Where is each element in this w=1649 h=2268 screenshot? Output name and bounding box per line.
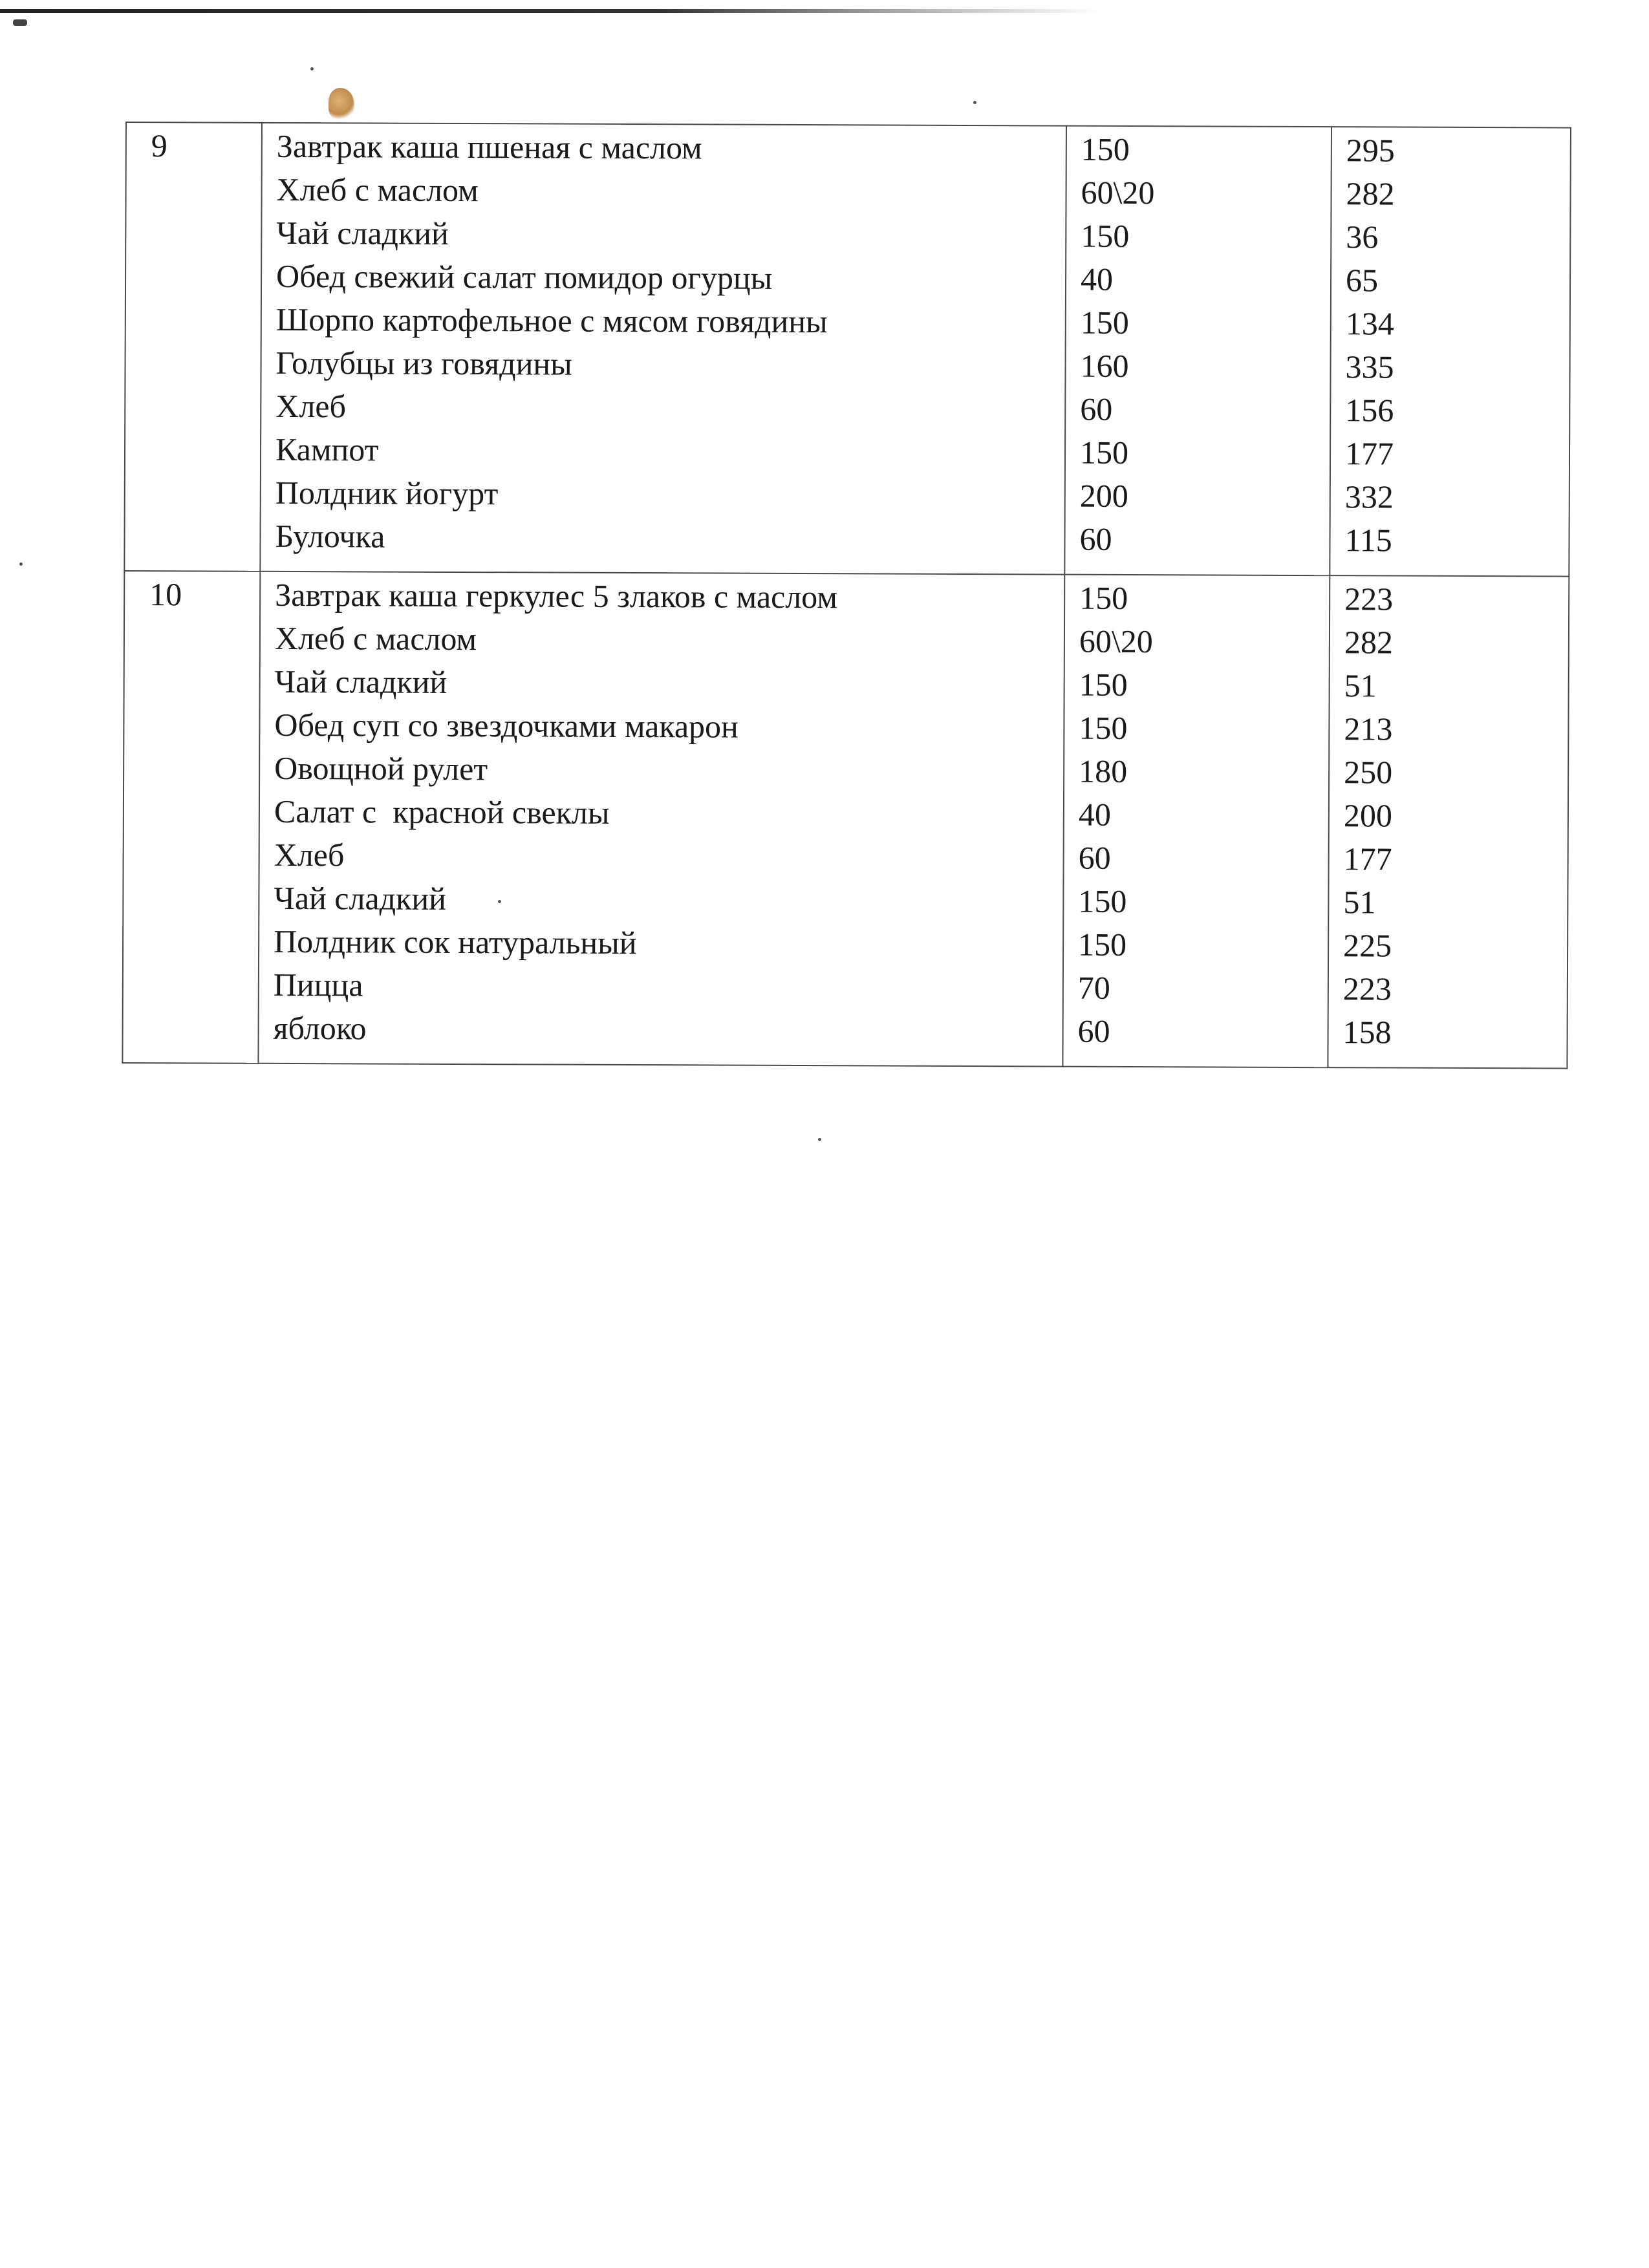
dish-name: Завтрак каша геркулес 5 злаков с маслом: [275, 576, 838, 615]
portion-weight: 150: [1078, 926, 1127, 963]
portion-weight: 60\20: [1081, 174, 1155, 211]
paper-speck: [973, 101, 976, 104]
portion-weight: 150: [1079, 666, 1128, 703]
energy-value: 332: [1344, 478, 1394, 515]
energy-value: 282: [1344, 624, 1394, 661]
portion-weight: 150: [1078, 883, 1127, 919]
portion-weight: 60: [1077, 1012, 1110, 1049]
portion-weight: 180: [1079, 753, 1128, 789]
energy-value: 65: [1345, 262, 1379, 299]
energy-value: 51: [1344, 667, 1377, 704]
portion-weight: 150: [1079, 709, 1128, 746]
dish-name: Овощной рулет: [274, 749, 488, 787]
dish-name: Чай сладкий: [276, 214, 449, 251]
dish-name: Шорпо картофельное с мясом говядины: [275, 301, 828, 340]
energy-value: 213: [1344, 711, 1393, 747]
portion-weight: 60: [1078, 839, 1111, 876]
day-number: 9: [151, 127, 167, 164]
energy-value: 250: [1344, 754, 1393, 791]
dish-name: Хлеб: [275, 387, 347, 425]
portion-weight: 70: [1077, 969, 1110, 1006]
scan-mark-artifact: [13, 19, 27, 26]
dish-name: Пицца: [273, 966, 363, 1003]
portion-weight: 150: [1079, 434, 1129, 471]
paper-speck: [818, 1138, 821, 1141]
paper-speck: [310, 67, 314, 70]
portion-weight: 160: [1080, 347, 1129, 384]
day-row-10: [122, 571, 1569, 1069]
portion-weight: 150: [1081, 217, 1130, 254]
portion-weight: 60\20: [1079, 623, 1153, 660]
menu-table: [122, 122, 1571, 1069]
portion-weight: 200: [1079, 477, 1128, 514]
dish-name: Чай сладкий: [274, 879, 447, 917]
portion-weight: 150: [1081, 131, 1130, 167]
dish-name: Полдник йогурт: [275, 474, 499, 512]
dish-name: Обед суп со звездочками макарон: [274, 706, 738, 745]
portion-weight: 60: [1080, 390, 1113, 427]
dish-name: Хлеб с маслом: [276, 171, 479, 209]
dish-name: Голубцы из говядины: [275, 344, 572, 382]
portion-weight: 40: [1078, 796, 1112, 833]
energy-value: 200: [1343, 797, 1392, 834]
dish-name: Чай сладкий: [274, 663, 447, 700]
scan-edge-artifact: [0, 9, 1099, 13]
energy-list-cell: [1328, 575, 1569, 1068]
energy-value: 158: [1342, 1014, 1392, 1051]
energy-value: 134: [1345, 305, 1394, 342]
energy-value: 51: [1343, 884, 1376, 921]
energy-value: 177: [1344, 435, 1394, 472]
paper-speck: [19, 562, 23, 566]
energy-value: 335: [1345, 348, 1394, 385]
day-number: 10: [149, 576, 182, 613]
dish-name: Салат с красной свеклы: [274, 793, 610, 831]
dish-name: Завтрак каша пшеная с маслом: [276, 127, 702, 166]
energy-list-cell: [1330, 127, 1571, 576]
energy-value: 223: [1344, 581, 1394, 617]
portion-weight: 150: [1079, 579, 1128, 616]
day-number-cell: [122, 571, 260, 1064]
dish-name: Кампот: [275, 431, 379, 468]
dish-name: Булочка: [275, 517, 385, 555]
energy-value: 156: [1345, 392, 1394, 429]
day-row-9: [124, 122, 1571, 577]
energy-value: 282: [1346, 175, 1395, 212]
dish-name: Полдник сок натуральный: [274, 923, 637, 961]
portion-weight: 60: [1079, 520, 1112, 557]
dish-name: Хлеб с маслом: [274, 619, 477, 658]
portion-weight: 40: [1080, 261, 1114, 297]
dish-name: Обед свежий салат помидор огурцы: [275, 257, 773, 296]
dish-name: Хлеб: [274, 836, 345, 873]
dish-list-cell: [260, 123, 1066, 575]
energy-value: 223: [1342, 970, 1392, 1007]
dish-list-cell: [258, 572, 1064, 1067]
energy-value: 295: [1346, 132, 1395, 169]
energy-value: 115: [1344, 522, 1392, 559]
energy-value: 36: [1346, 219, 1379, 255]
day-number-cell: [124, 122, 262, 572]
weight-list-cell: [1062, 575, 1330, 1068]
paper-stain: [329, 88, 354, 120]
weight-list-cell: [1064, 126, 1331, 576]
energy-value: 225: [1343, 927, 1392, 964]
energy-value: 177: [1343, 840, 1392, 877]
portion-weight: 150: [1080, 304, 1129, 341]
dish-name: яблоко: [273, 1009, 367, 1047]
